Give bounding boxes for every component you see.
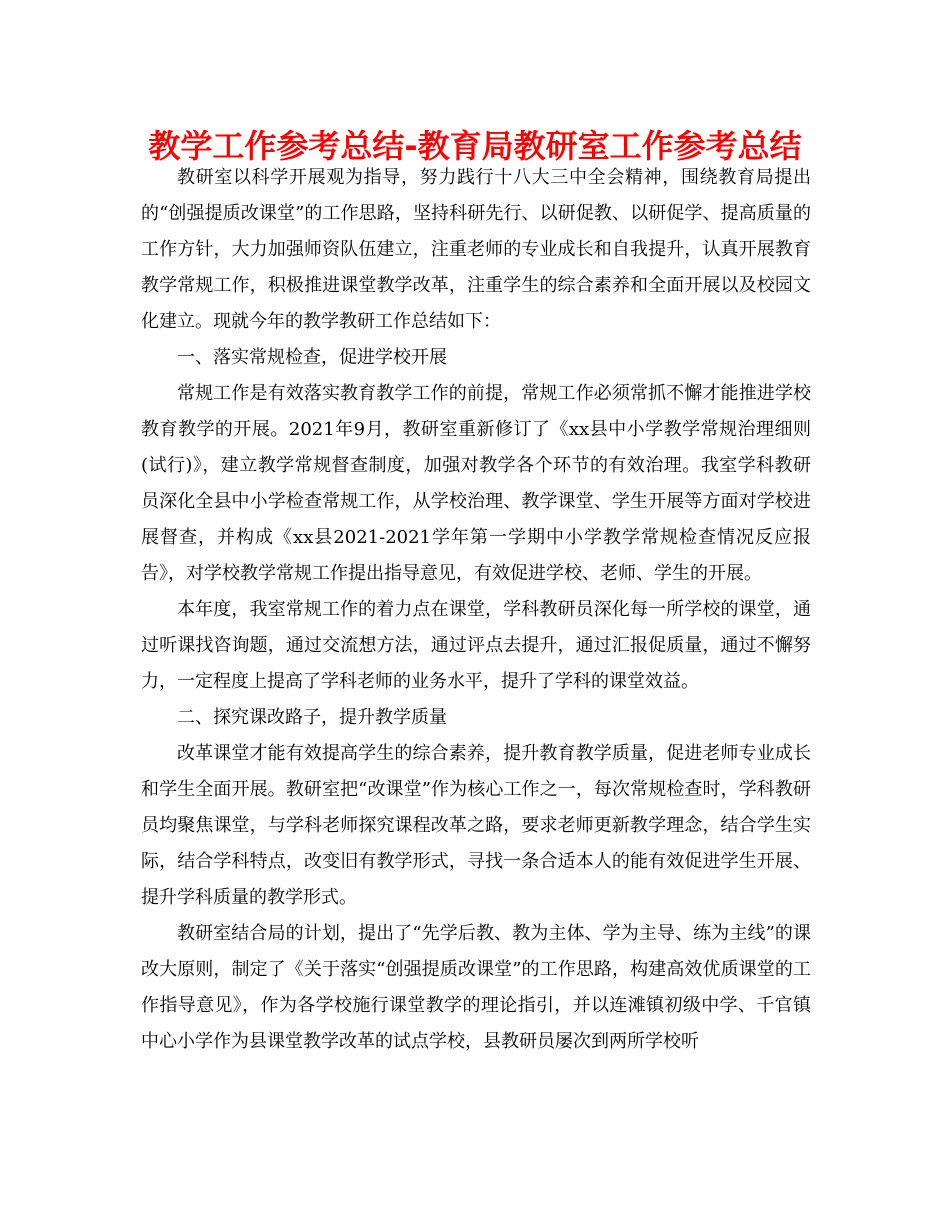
body-paragraph: 常规工作是有效落实教育教学工作的前提，常规工作必须常抓不懈才能推进学校教育教学的开展。2021年9月，教研室重新修订了《xx县中小学教学常规治理细则(试行)》，建立教学常规督查制度，加强对教学各个环节的有效治理。我室学科教研员深化全县中小学检查常规工作，从学校治理、教学课堂、学生开展等方面对学校进展督查，并构成《xx县2021-2021学年第一学期中小学教学常规检查情况反应报告》，对学校教学常规工作提出指导意见，有效促进学校、老师、学生的开展。 [141, 383, 811, 584]
document-title: 教学工作参考总结-教育局教研室工作参考总结 [148, 127, 802, 165]
body-paragraph: 教研室结合局的计划，提出了“先学后教、教为主体、学为主导、练为主线”的课改大原则，制定了《关于落实“创强提质改课堂”的工作思路，构建高效优质课堂的工作指导意见》，作为各学校施行课堂教学的理论指引，并以连滩镇初级中学、千官镇中心小学作为县课堂教学改革的试点学校，县教研员屡次到两所学校听 [141, 923, 811, 1052]
section-heading-2: 二、探究课改路子，提升教学质量 [177, 707, 447, 728]
section-heading-1: 一、落实常规检查，促进学校开展 [177, 347, 447, 368]
body-paragraph: 本年度，我室常规工作的着力点在课堂，学科教研员深化每一所学校的课堂，通过听课找咨询题，通过交流想方法，通过评点去提升，通过汇报促质量，通过不懈努力，一定程度上提高了学科老师的业务水平，提升了学科的课堂效益。 [141, 599, 811, 692]
body-paragraph: 改革课堂才能有效提高学生的综合素养，提升教育教学质量，促进老师专业成长和学生全面开展。教研室把“改课堂”作为核心工作之一，每次常规检查时，学科教研员均聚焦课堂，与学科老师探究课程改革之路，要求老师更新教学理念，结合学生实际，结合学科特点，改变旧有教学形式，寻找一条合适本人的能有效促进学生开展、提升学科质量的教学形式。 [141, 743, 811, 908]
intro-paragraph: 教研室以科学开展观为指导，努力践行十八大三中全会精神，围绕教育局提出的“创强提质改课堂”的工作思路，坚持科研先行、以研促教、以研促学、提高质量的工作方针，大力加强师资队伍建立，注重老师的专业成长和自我提升，认真开展教育教学常规工作，积极推进课堂教学改革，注重学生的综合素养和全面开展以及校园文化建立。现就今年的教学教研工作总结如下： [141, 167, 811, 332]
document-body [141, 160, 811, 1060]
